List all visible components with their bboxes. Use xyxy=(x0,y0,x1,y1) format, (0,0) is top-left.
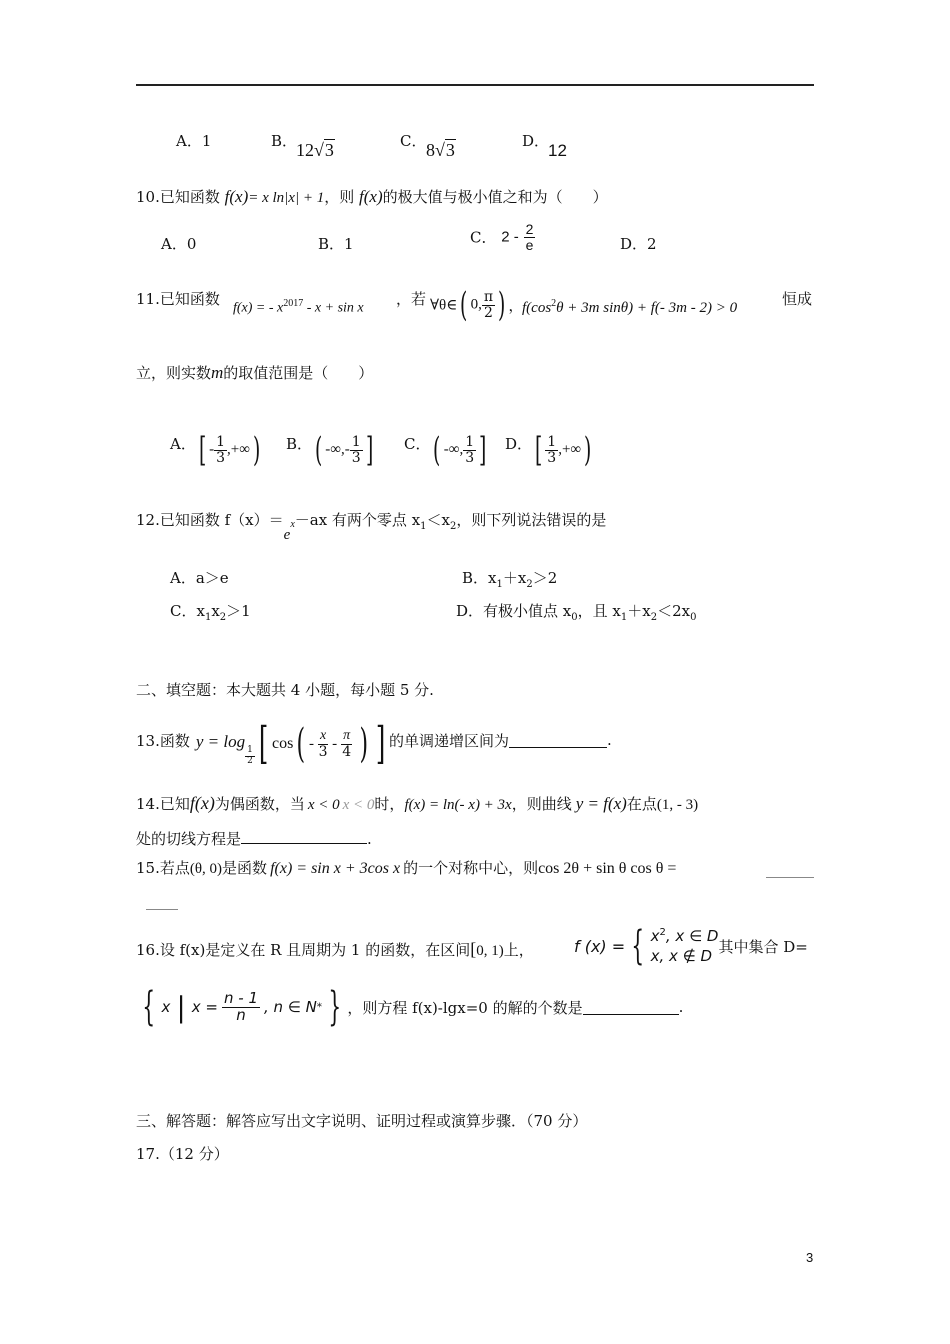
q13-stem: 13.函数 y = log $\frac{1}{2}$ [ cos ( - $\frac{x}{3}$ - $\frac{\pi}{4}$ ) ] 的单调递增区间为 . xyxy=(136,718,612,769)
q9-option-c-label: C． xyxy=(400,132,427,150)
q11-option-d: D．[ $\frac{1}{3}$ ,+∞) xyxy=(505,430,592,470)
q17-heading: 17.（12 分） xyxy=(136,1145,229,1163)
q16-piecewise: f (x) = { $x^2$, x ∈ D x, x ∉ D 其中集合 D= xyxy=(574,923,808,970)
q15-answer-blank-a[interactable] xyxy=(766,877,814,878)
q9-option-a: A．1 xyxy=(176,132,212,150)
q11-prefix: 11.已知函数 xyxy=(136,290,220,308)
q11-ruo: ，若 xyxy=(396,290,427,308)
q11-function: f(x) = - $x^{2017} - x + \sin x$ xyxy=(233,298,364,316)
q11-tail: 恒成 xyxy=(782,290,813,308)
q16-answer-blank[interactable] xyxy=(583,1000,679,1015)
q11-option-c: C．( -∞, $\frac{1}{3}$ ] xyxy=(404,430,487,470)
q10-option-c: C． 2 - $\frac{2}{e}$ xyxy=(470,221,534,253)
q12-option-b: B．$x_1+x_2>2$ xyxy=(462,569,558,590)
q10-stem: 10.已知函数 f(x)= x ln|x| + 1，则 f(x)的极大值与极小值之和为（ ） xyxy=(136,187,608,206)
q16-line2: { x | x = $\frac{n - 1}{n}$ , n ∈ N * } ，则方程 f(x)-lgx=0 的解的个数是 . xyxy=(142,984,684,1030)
q9-option-b-value: 12√3 xyxy=(296,140,334,160)
section-solution-heading: 三、解答题：解答应写出文字说明、证明过程或演算步骤．（70 分） xyxy=(136,1112,588,1130)
q9-option-d-value: 12 xyxy=(548,141,567,160)
q12-option-c: C．$x_1x_2>1$ xyxy=(170,602,251,623)
q12-option-a: A．a＞e xyxy=(170,569,229,587)
q14-line2: 处的切线方程是 . xyxy=(136,830,372,848)
q11-line2: 立，则实数m的取值范围是（ ） xyxy=(136,363,374,382)
q12-stem: 12.已知函数 $f(x)=e^x-ax$ 有两个零点 $x_1<x_2$，则下列说法错误的是 xyxy=(136,511,607,543)
q15-answer-blank-b[interactable] xyxy=(146,909,178,910)
q14-stem: 14.已知f(x)为偶函数，当 x < 0 x < 0时，f(x) = ln(- x) + 3x，则曲线 y = f(x)在点(1, - 3) xyxy=(136,793,699,813)
section-fill-in-heading: 二、填空题：本大题共 4 小题，每小题 5 分. xyxy=(136,681,434,699)
q9-option-b-label: B． xyxy=(271,132,298,150)
q11-forall: ∀θ∈( 0, $\frac{\pi}{2}$ ) ， xyxy=(430,285,524,325)
header-rule xyxy=(136,84,814,86)
page-number: 3 xyxy=(806,1250,814,1265)
q11-option-b: B．( -∞,- $\frac{1}{3}$ ] xyxy=(286,430,373,470)
q15-stem: 15.若点(θ, 0)是函数 f(x) = sin x + 3cos x 的一个对称中心，则cos 2θ + sin θ cos θ = xyxy=(136,859,677,877)
q14-answer-blank[interactable] xyxy=(241,829,367,844)
q11-inequality: $f(\cos^2\theta + 3m$ sinθ) + f(- 3m - 2) > 0 xyxy=(522,298,738,316)
q11-option-a: A．[ - $\frac{1}{3}$ ,+∞) xyxy=(170,430,261,470)
q9-option-c-value: 8√3 xyxy=(426,140,455,160)
q13-answer-blank[interactable] xyxy=(509,733,607,748)
q9-option-d-label: D． xyxy=(522,132,550,150)
q10-option-a: A．0 xyxy=(161,235,197,253)
q16-stem: 16.设 f(x)是定义在 R 且周期为 1 的函数，在区间[0, 1)上， xyxy=(136,939,534,959)
q10-option-d: D．2 xyxy=(620,235,657,253)
q10-option-b: B．1 xyxy=(318,235,354,253)
q12-option-d: D．有极小值点 $x_0$，且 $x_1+x_2<2x_0$ xyxy=(456,602,697,623)
